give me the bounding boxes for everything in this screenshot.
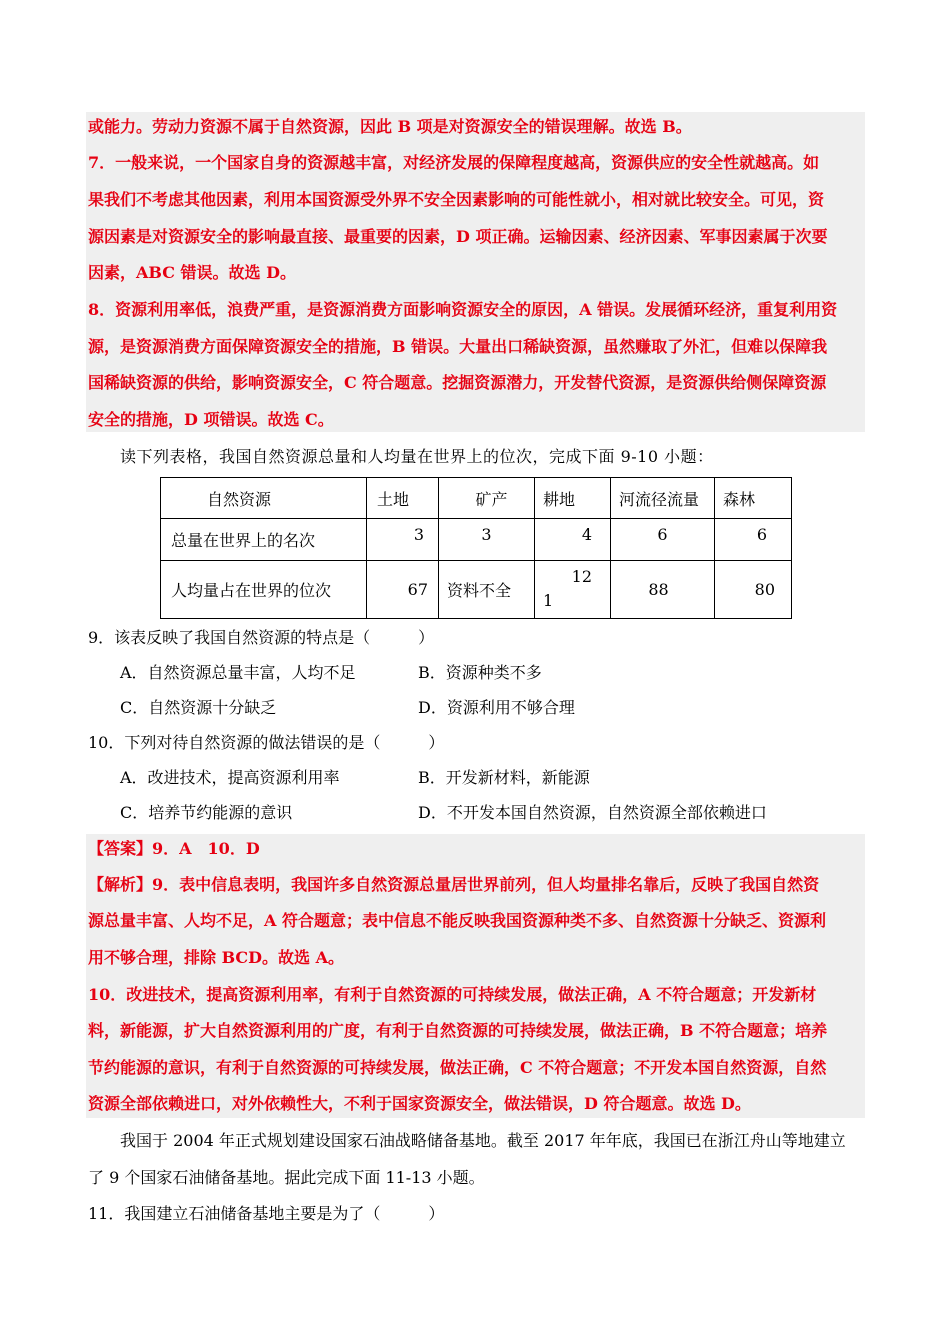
analysis-line: 10．改进技术，提高资源利用率，有利于自然资源的可持续发展，做法正确，A 不符合题意；开发新材 (88, 985, 817, 1004)
table-header-cell: 土地 (367, 478, 439, 519)
question-11-stem: 11．我国建立石油储备基地主要是为了（ ） (88, 1204, 445, 1223)
table-cell: 67 (367, 561, 439, 619)
table-cell: 88 (611, 561, 715, 619)
question-10-option-c: C．培养节约能源的意识 (120, 803, 293, 822)
analysis-line: 用不够合理，排除 BCD。故选 A。 (88, 948, 344, 967)
table-cell: 80 (715, 561, 792, 619)
table-cell: 4 (535, 519, 611, 561)
resource-table (160, 477, 792, 619)
table-header-cell: 自然资源 (161, 478, 367, 519)
analysis-line: 资源全部依赖进口，对外依赖性大，不利于国家资源安全，做法错误，D 符合题意。故选 D。 (88, 1094, 751, 1113)
explanation-line: 7．一般来说，一个国家自身的资源越丰富，对经济发展的保障程度越高，资源供应的安全性就越高。如 (88, 153, 820, 172)
question-10-option-a: A．改进技术，提高资源利用率 (120, 768, 340, 787)
analysis-line: 料，新能源，扩大自然资源利用的广度，有利于自然资源的可持续发展，做法正确，B 不符合题意；培养 (88, 1021, 828, 1040)
explanation-line: 或能力。劳动力资源不属于自然资源，因此 B 项是对资源安全的错误理解。故选 B。 (88, 117, 692, 136)
table-cell: 3 (439, 519, 535, 561)
explanation-line: 安全的措施，D 项错误。故选 C。 (88, 410, 334, 429)
question-9-option-c: C．自然资源十分缺乏 (120, 698, 277, 717)
explanation-line: 果我们不考虑其他因素，利用本国资源受外界不安全因素影响的可能性就小，相对就比较安全。可见，资 (88, 190, 825, 209)
question-9-option-b: B．资源种类不多 (418, 663, 542, 682)
answer-line: 【答案】9．A 10．D (88, 839, 260, 858)
intro-9-10: 读下列表格，我国自然资源总量和人均量在世界上的位次，完成下面 9-10 小题： (120, 447, 714, 466)
analysis-line: 节约能源的意识，有利于自然资源的可持续发展，做法正确，C 不符合题意；不开发本国自然资源，自然 (88, 1058, 827, 1077)
table-cell: 3 (367, 519, 439, 561)
table-header-cell: 耕地 (535, 478, 611, 519)
explanation-line: 国稀缺资源的供给，影响资源安全，C 符合题意。挖掘资源潜力，开发替代资源，是资源供给侧保障资源 (88, 373, 827, 392)
question-10-option-b: B．开发新材料，新能源 (418, 768, 590, 787)
table-cell: 6 (611, 519, 715, 561)
intro-11-13: 了 9 个国家石油储备基地。据此完成下面 11-13 小题。 (88, 1168, 485, 1187)
question-10-stem: 10．下列对待自然资源的做法错误的是（ ） (88, 733, 445, 752)
table-cell: 资料不全 (439, 561, 535, 619)
question-9-option-d: D．资源利用不够合理 (418, 698, 575, 717)
explanation-line: 因素，ABC 错误。故选 D。 (88, 263, 296, 282)
table-cell: 6 (715, 519, 792, 561)
table-row-label: 人均量占在世界的位次 (161, 561, 367, 619)
table-header-cell: 森林 (715, 478, 792, 519)
question-10-option-d: D．不开发本国自然资源，自然资源全部依赖进口 (418, 803, 767, 822)
analysis-line: 源总量丰富、人均不足，A 符合题意；表中信息不能反映我国资源种类不多、自然资源十分缺乏、资源利 (88, 911, 826, 930)
table-row-label: 总量在世界上的名次 (161, 519, 367, 561)
explanation-line: 源因素是对资源安全的影响最直接、最重要的因素，D 项正确。运输因素、经济因素、军事因素属于次要 (88, 227, 828, 246)
table-cell: 12 1 (535, 561, 611, 619)
explanation-line: 8．资源利用率低，浪费严重，是资源消费方面影响资源安全的原因，A 错误。发展循环经济，重复利用资 (88, 300, 838, 319)
table-header-cell: 河流径流量 (611, 478, 715, 519)
explanation-line: 源，是资源消费方面保障资源安全的措施，B 错误。大量出口稀缺资源，虽然赚取了外汇，但难以保障我 (88, 337, 828, 356)
table-header-cell: 矿产 (439, 478, 535, 519)
question-9-stem: 9．该表反映了我国自然资源的特点是（ ） (88, 628, 435, 647)
intro-11-13: 我国于 2004 年正式规划建设国家石油战略储备基地。截至 2017 年年底，我国已在浙江舟山等地建立 (120, 1131, 846, 1150)
analysis-line: 【解析】9．表中信息表明，我国许多自然资源总量居世界前列，但人均量排名靠后，反映了我国自然资 (88, 875, 820, 894)
question-9-option-a: A．自然资源总量丰富，人均不足 (120, 663, 356, 682)
